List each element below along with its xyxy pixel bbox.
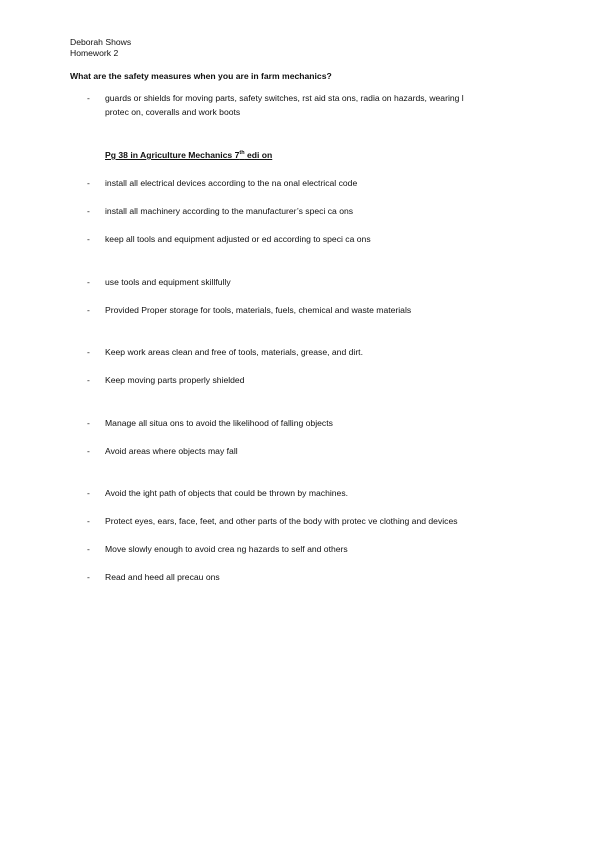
reference-suffix: edi on	[244, 150, 273, 160]
bullet-dash: -	[87, 305, 90, 315]
list-item-text-continued: protec on, coveralls and work boots	[105, 107, 241, 117]
list-item-text: guards or shields for moving parts, safety switches, rst aid sta ons, radia on hazards, wearing l	[105, 93, 464, 103]
bullet-dash: -	[87, 234, 90, 244]
list-item-text: install all electrical devices according to the na onal electrical code	[105, 178, 358, 188]
reference-heading	[105, 150, 272, 161]
bullet-dash: -	[87, 544, 90, 554]
list-item-text: Avoid the ight path of objects that could be thrown by machines.	[105, 488, 349, 498]
assignment-label: Homework 2	[70, 48, 119, 58]
bullet-dash: -	[87, 206, 90, 216]
bullet-dash: -	[87, 375, 90, 385]
bullet-dash: -	[87, 418, 90, 428]
list-item-text: Protect eyes, ears, face, feet, and other parts of the body with protec ve clothing and devices	[105, 516, 458, 526]
bullet-dash: -	[87, 446, 90, 456]
bullet-dash: -	[87, 178, 90, 188]
bullet-dash: -	[87, 347, 90, 357]
bullet-dash: -	[87, 93, 90, 103]
list-item-text: Keep work areas clean and free of tools, materials, grease, and dirt.	[105, 347, 363, 357]
list-item-text: Manage all situa ons to avoid the likelihood of falling objects	[105, 418, 333, 428]
author-name: Deborah Shows	[70, 37, 132, 47]
list-item-text: Read and heed all precau ons	[105, 572, 220, 582]
list-item-text: Keep moving parts properly shielded	[105, 375, 245, 385]
list-item-text: use tools and equipment skillfully	[105, 277, 231, 287]
list-item-text: Provided Proper storage for tools, materials, fuels, chemical and waste materials	[105, 305, 412, 315]
list-item-text: install all machinery according to the manufacturer’s speci ca ons	[105, 206, 354, 216]
bullet-dash: -	[87, 488, 90, 498]
reference-superscript: th	[239, 150, 245, 156]
reference-prefix: Pg 38 in Agriculture Mechanics 7	[105, 150, 240, 160]
bullet-dash: -	[87, 277, 90, 287]
bullet-dash: -	[87, 572, 90, 582]
list-item-text: Move slowly enough to avoid crea ng hazards to self and others	[105, 544, 348, 554]
list-item-text: keep all tools and equipment adjusted or ed according to speci ca ons	[105, 234, 371, 244]
question-heading: What are the safety measures when you are in farm mechanics?	[70, 71, 332, 81]
list-item-text: Avoid areas where objects may fall	[105, 446, 238, 456]
bullet-dash: -	[87, 516, 90, 526]
